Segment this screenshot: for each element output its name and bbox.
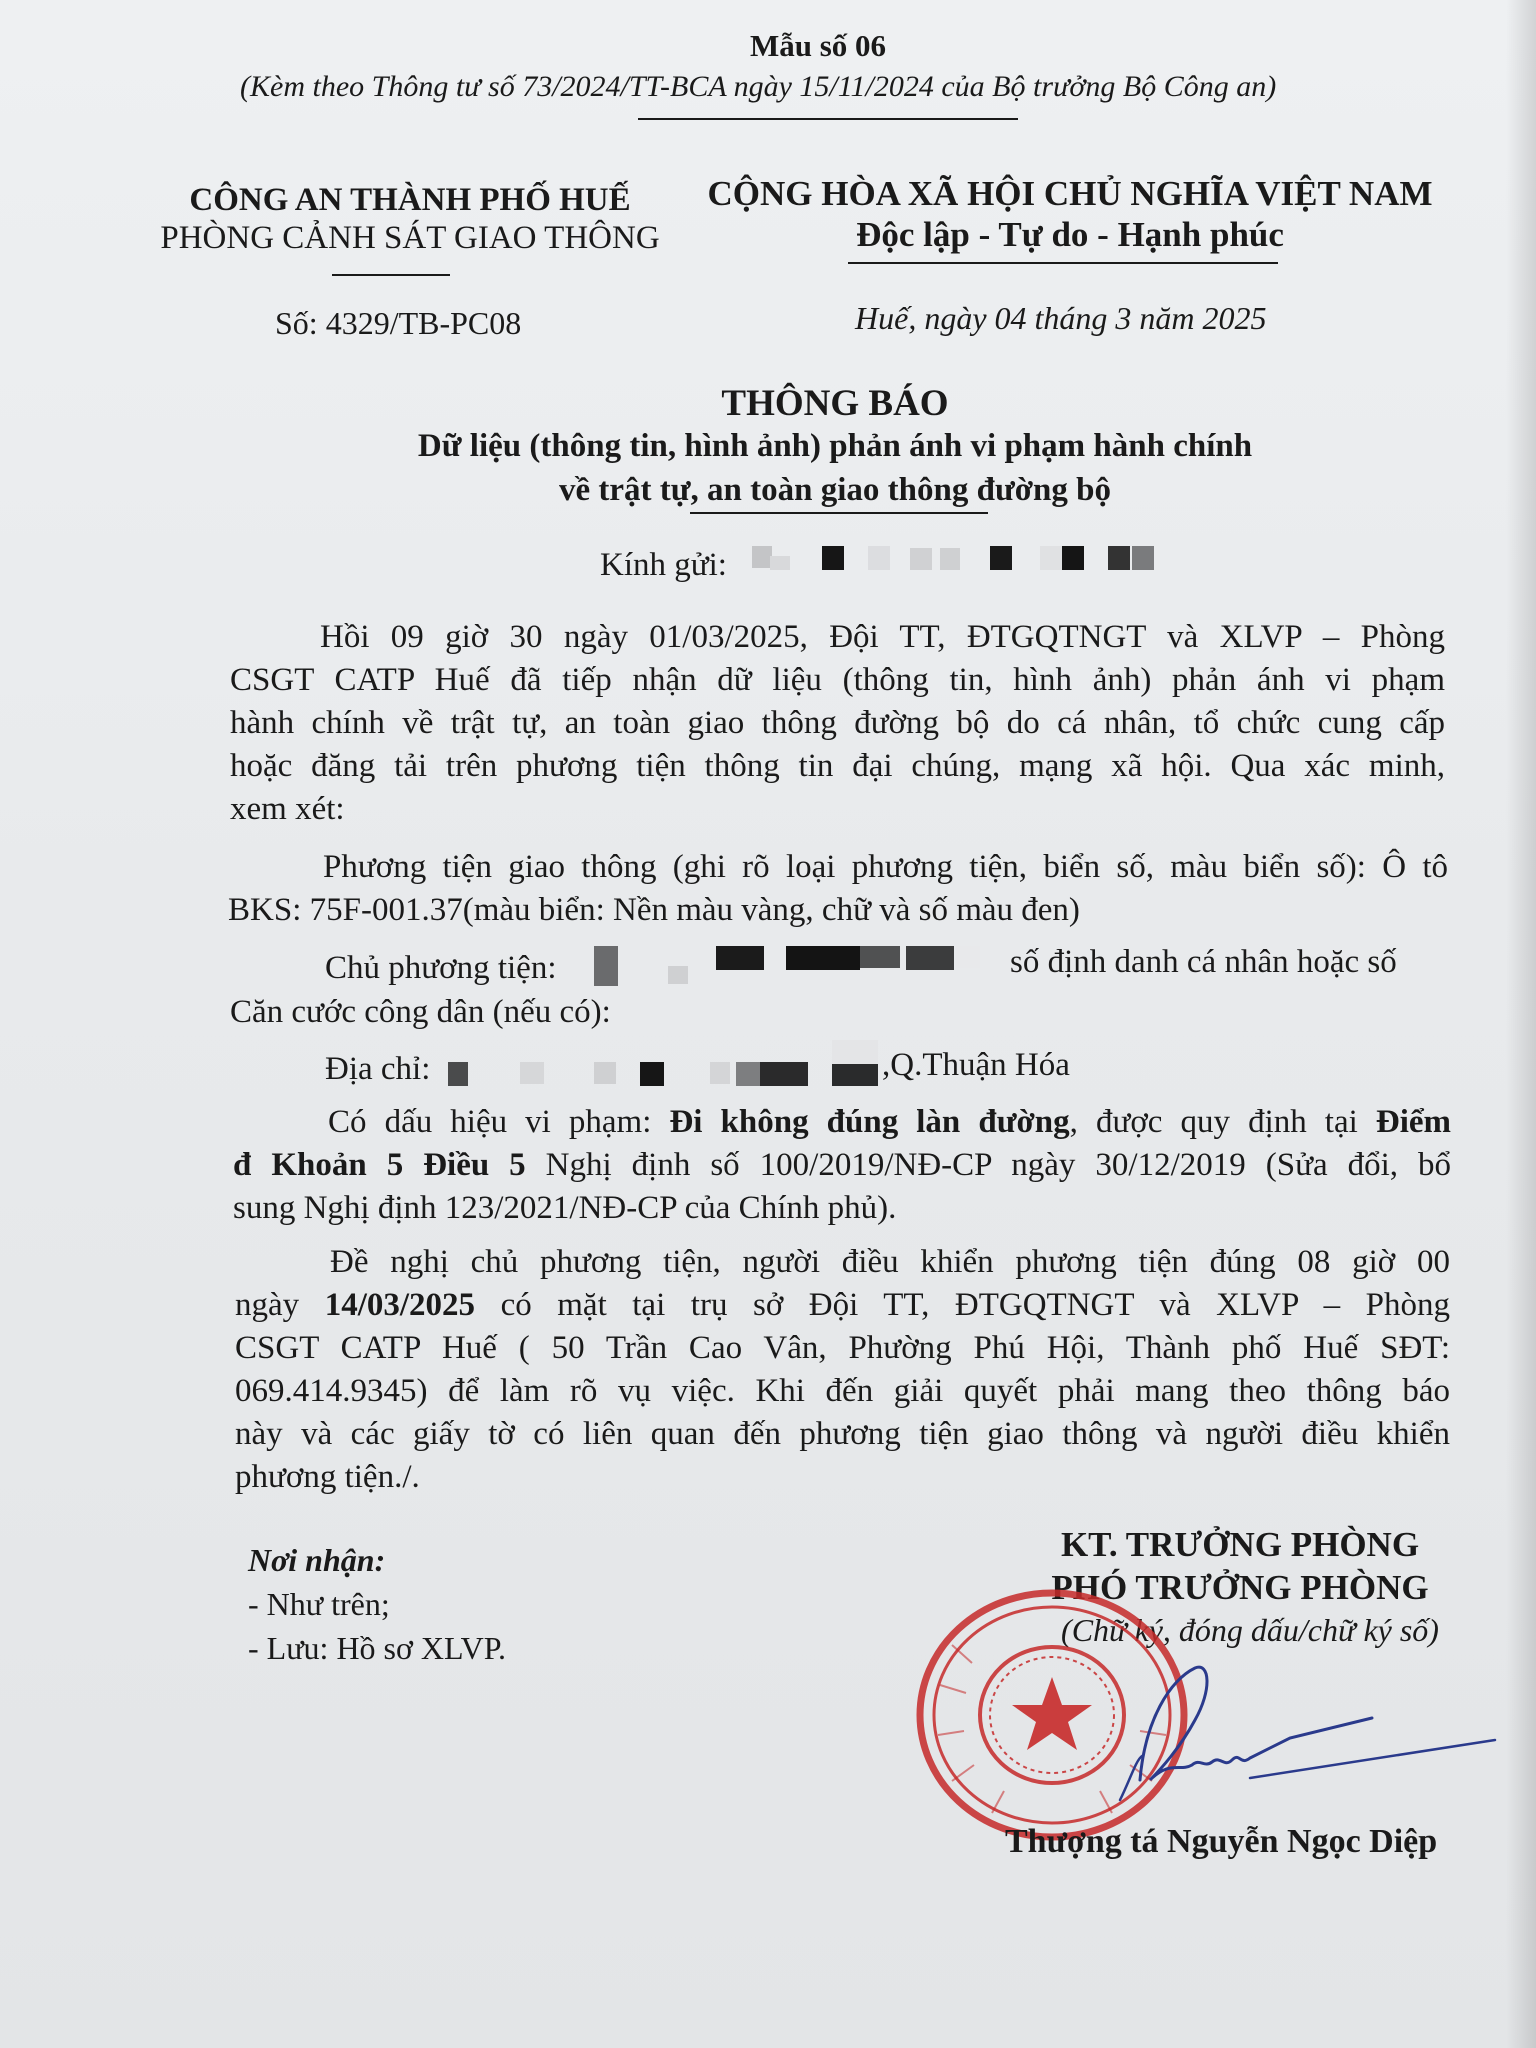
owner-id-label: số định danh cá nhân hoặc số — [1010, 944, 1397, 980]
paragraph-line: BKS: 75F-001.37(màu biển: Nền màu vàng, chữ và số màu đen) — [228, 892, 1080, 928]
citizen-id-label: Căn cước công dân (nếu có): — [230, 994, 611, 1030]
recipients-block — [248, 1538, 506, 1670]
page-edge-shadow — [1506, 0, 1536, 2048]
document-subtitle: Dữ liệu (thông tin, hình ảnh) phản ánh vi phạm hành chính — [417, 428, 1253, 464]
paragraph-line: hoặc đăng tải trên phương tiện thông tin đại chúng, mạng xã hội. Qua xác minh, — [230, 748, 1445, 784]
legal-reference: Nghị định số 100/2019/NĐ-CP ngày 30/12/2019 (Sửa đổi, bổ — [525, 1147, 1451, 1183]
document-number: Số: 4329/TB-PC08 — [275, 305, 522, 341]
signature-note: (Chữ ký, đóng dấu/chữ ký số) — [1061, 1612, 1439, 1648]
form-number: Mẫu số 06 — [749, 28, 887, 63]
legal-clause: đ Khoản 5 Điều 5 — [233, 1147, 526, 1183]
handwritten-signature — [1100, 1660, 1500, 1820]
paragraph-line — [233, 1101, 1451, 1144]
paragraph-line: 069.414.9345) để làm rõ vụ việc. Khi đến giải quyết phải mang theo thông báo — [235, 1373, 1450, 1409]
greeting-label: Kính gửi: — [600, 547, 727, 583]
paragraph-line: CSGT CATP Huế ( 50 Trần Cao Vân, Phường Phú Hội, Thành phố Huế SĐT: — [235, 1330, 1450, 1366]
violation-mid: , được quy định tại — [1069, 1104, 1376, 1140]
appointment-date: 14/03/2025 — [324, 1287, 476, 1323]
paragraph-line: Đề nghị chủ phương tiện, người điều khiển phương tiện đúng 08 giờ 00 — [330, 1244, 1450, 1280]
organization-name: CÔNG AN THÀNH PHỐ HUẾ — [189, 182, 631, 218]
paragraph-line: xem xét: — [230, 791, 345, 827]
paragraph-line: sung Nghị định 123/2021/NĐ-CP của Chính phủ). — [233, 1190, 897, 1226]
divider — [332, 274, 450, 276]
recipient-item: - Lưu: Hồ sơ XLVP. — [248, 1630, 506, 1666]
signature-subtitle: PHÓ TRƯỞNG PHÒNG — [1051, 1568, 1429, 1607]
violation-prefix: Có dấu hiệu vi phạm: — [328, 1104, 670, 1140]
paragraph-line: CSGT CATP Huế đã tiếp nhận dữ liệu (thông tin, hình ảnh) phản ánh vi phạm — [230, 662, 1445, 698]
paragraph-line: này và các giấy tờ có liên quan đến phương tiện giao thông và người điều khiển — [235, 1416, 1450, 1452]
divider — [848, 262, 1278, 264]
address-district: ,Q.Thuận Hóa — [882, 1047, 1070, 1083]
paragraph-line: Hồi 09 giờ 30 ngày 01/03/2025, Đội TT, ĐTGQTNGT và XLVP – Phòng — [320, 619, 1445, 655]
nation-heading: CỘNG HÒA XÃ HỘI CHỦ NGHĨA VIỆT NAM — [707, 174, 1433, 213]
motto: Độc lập - Tự do - Hạnh phúc — [856, 215, 1284, 254]
paragraph-line: phương tiện./. — [235, 1459, 420, 1495]
document-subtitle: về trật tự, an toàn giao thông đường bộ — [558, 472, 1111, 508]
paragraph-line: hành chính về trật tự, an toàn giao thông đường bộ do cá nhân, tổ chức cung cấp — [230, 705, 1445, 741]
paragraph-line — [233, 1144, 1451, 1187]
signature-title: KT. TRƯỞNG PHÒNG — [1060, 1525, 1420, 1564]
intro-paragraph — [230, 616, 1445, 831]
department-name: PHÒNG CẢNH SÁT GIAO THÔNG — [160, 220, 660, 256]
owner-label: Chủ phương tiện: — [325, 950, 557, 986]
request-paragraph — [235, 1241, 1450, 1499]
request-text: có mặt tại trụ sở Đội TT, ĐTGQTNGT và XLVP – Phòng — [475, 1287, 1450, 1323]
paragraph-line — [235, 1284, 1450, 1327]
divider — [690, 512, 988, 514]
document-title: THÔNG BÁO — [721, 383, 949, 424]
divider — [638, 118, 1018, 120]
form-reference: (Kèm theo Thông tư số 73/2024/TT-BCA ngày 15/11/2024 của Bộ trưởng Bộ Công an) — [240, 70, 1277, 103]
request-text: ngày — [235, 1287, 325, 1323]
violation-paragraph — [233, 1101, 1451, 1230]
vehicle-paragraph — [228, 846, 1448, 932]
legal-clause: Điểm — [1375, 1104, 1451, 1140]
signer-name: Thượng tá Nguyễn Ngọc Diệp — [1005, 1823, 1438, 1860]
paragraph-line: Phương tiện giao thông (ghi rõ loại phương tiện, biển số, màu biển số): Ô tô — [323, 849, 1448, 885]
document-date: Huế, ngày 04 tháng 3 năm 2025 — [855, 300, 1267, 336]
recipients-label: Nơi nhận: — [248, 1542, 386, 1578]
violation-type: Đi không đúng làn đường — [669, 1104, 1070, 1140]
recipient-item: - Như trên; — [248, 1586, 390, 1622]
address-label: Địa chỉ: — [325, 1051, 431, 1087]
